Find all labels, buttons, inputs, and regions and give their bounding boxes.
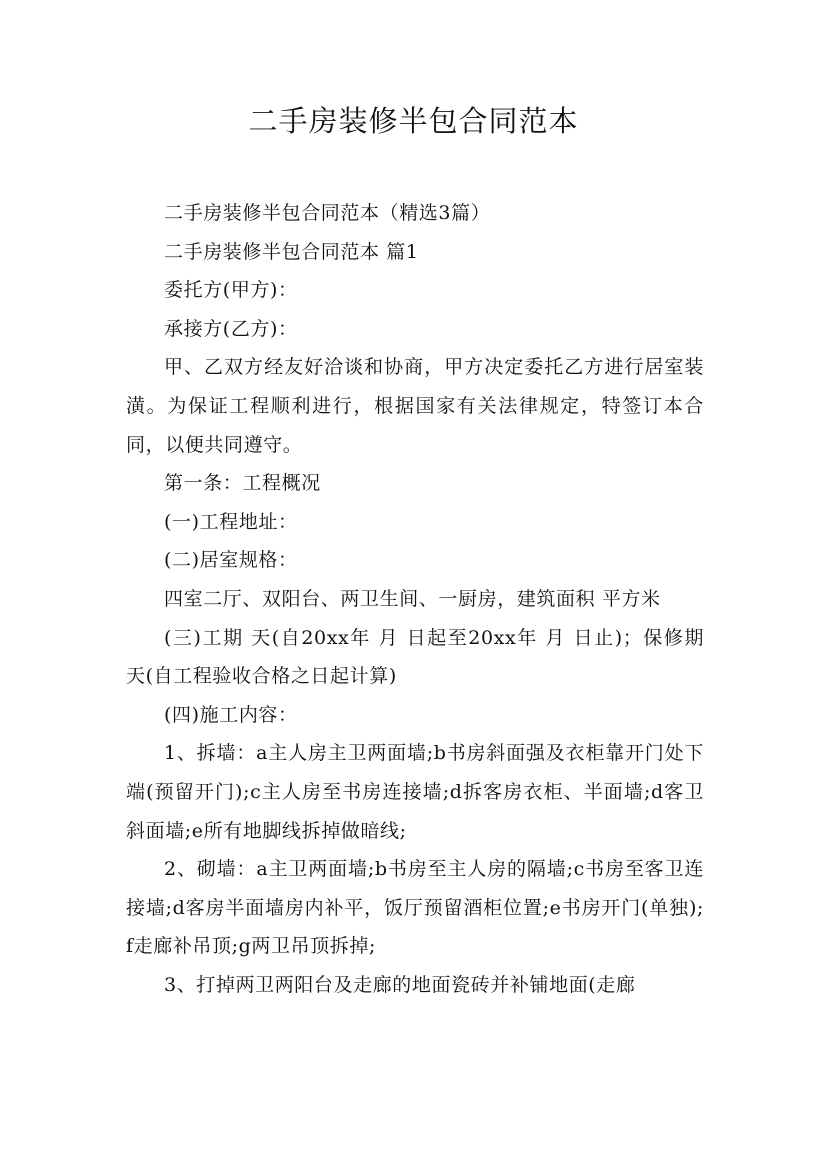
work-item: 1、拆墙：a主人房主卫两面墙;b书房斜面强及衣柜靠开门处下端(预留开门);c主人房至书房连接墙;d拆客房衣柜、半面墙;d客卫斜面墙;e所有地脚线拆掉做暗线; <box>126 742 704 842</box>
project-address: (一)工程地址： <box>164 510 298 533</box>
article-heading: 第一条：工程概况 <box>164 472 321 495</box>
subtitle-line: 二手房装修半包合同范本（精选3篇） <box>164 202 491 224</box>
document-title: 二手房装修半包合同范本 <box>248 104 579 138</box>
intro-paragraph: 甲、乙双方经友好洽谈和协商，甲方决定委托乙方进行居室装潢。为保证工程顺利进行，根据国家有关法律规定，特签订本合同，以便共同遵守。 <box>126 356 704 456</box>
work-item: 2、砌墙：a主卫两面墙;b书房至主人房的隔墙;c书房至客卫连接墙;d客房半面墙房内补平，饭厅预留酒柜位置;e书房开门(单独);f走廊补吊顶;g两卫吊顶拆掉; <box>126 858 704 958</box>
room-spec-heading: (二)居室规格： <box>164 549 298 572</box>
work-item: 3、打掉两卫两阳台及走廊的地面瓷砖并补铺地面(走廊 <box>164 973 636 996</box>
section-heading: 二手房装修半包合同范本 篇1 <box>164 240 419 263</box>
work-content-heading: (四)施工内容： <box>164 703 298 726</box>
party-b-line: 承接方(乙方)： <box>164 317 298 340</box>
schedule-paragraph: (三)工期 天(自20xx年 月 日起至20xx年 月 日止)；保修期 天(自工程验收合格之日起计算) <box>126 626 704 688</box>
document-body <box>126 194 704 1004</box>
room-spec-detail: 四室二厅、双阳台、两卫生间、一厨房，建筑面积 平方米 <box>164 587 661 610</box>
party-a-line: 委托方(甲方)： <box>164 279 298 302</box>
